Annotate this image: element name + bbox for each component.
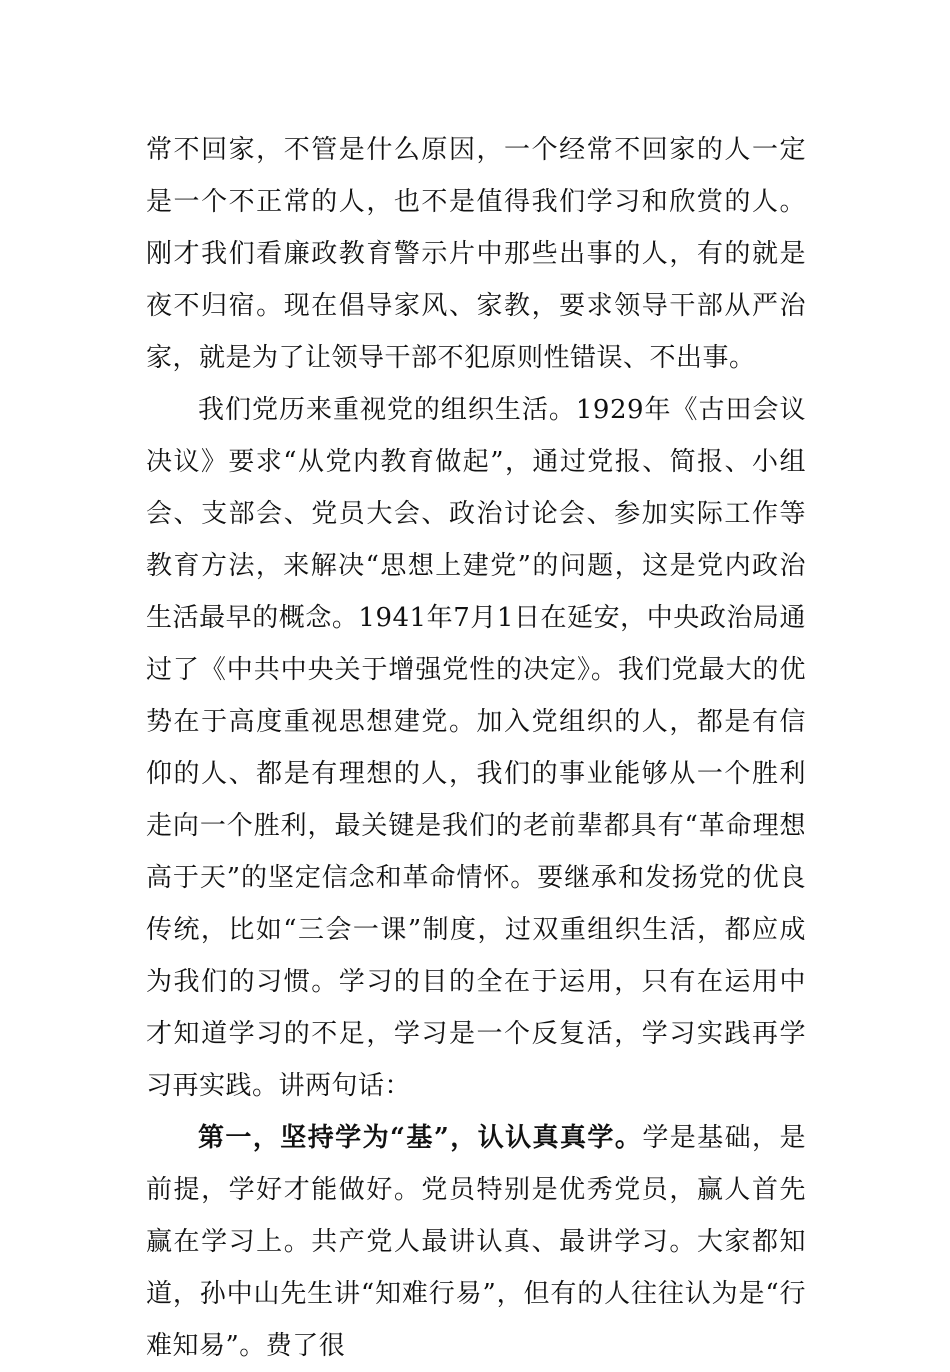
first-point-text: 学是基础，是前提，学好才能做好。党员特别是优秀党员，赢人首先赢在学习上。共产党人最讲认真、最讲学习。大家都知道，孙中山先生讲“知难行易”，但有的人往往认为是“行难知易”。费了很 [146, 1123, 806, 1361]
first-point-heading: 第一，坚持学为“基”，认认真真学。 [198, 1123, 643, 1153]
paragraph-first-point [146, 1112, 806, 1372]
paragraph-continuation: 常不回家，不管是什么原因，一个经常不回家的人一定是一个不正常的人，也不是值得我们学习和欣赏的人。刚才我们看廉政教育警示片中那些出事的人，有的就是夜不归宿。现在倡导家风、家教，要求领导干部从严治家，就是为了让领导干部不犯原则性错误、不出事。 [146, 135, 806, 373]
paragraph-party-organizational-life: 我们党历来重视党的组织生活。1929年《古田会议决议》要求“从党内教育做起”，通过党报、简报、小组会、支部会、党员大会、政治讨论会、参加实际工作等教育方法，来解决“思想上建党”的问题，这是党内政治生活最早的概念。1941年7月1日在延安，中央政治局通过了《中共中央关于增强党性的决定》。我们党最大的优势在于高度重视思想建党。加入党组织的人，都是有信仰的人、都是有理想的人，我们的事业能够从一个胜利走向一个胜利，最关键是我们的老前辈都具有“革命理想高于天”的坚定信念和革命情怀。要继承和发扬党的优良传统，比如“三会一课”制度，过双重组织生活，都应成为我们的习惯。学习的目的全在于运用，只有在运用中才知道学习的不足，学习是一个反复活，学习实践再学习再实践。讲两句话： [146, 395, 806, 1101]
body-text [146, 124, 806, 1372]
